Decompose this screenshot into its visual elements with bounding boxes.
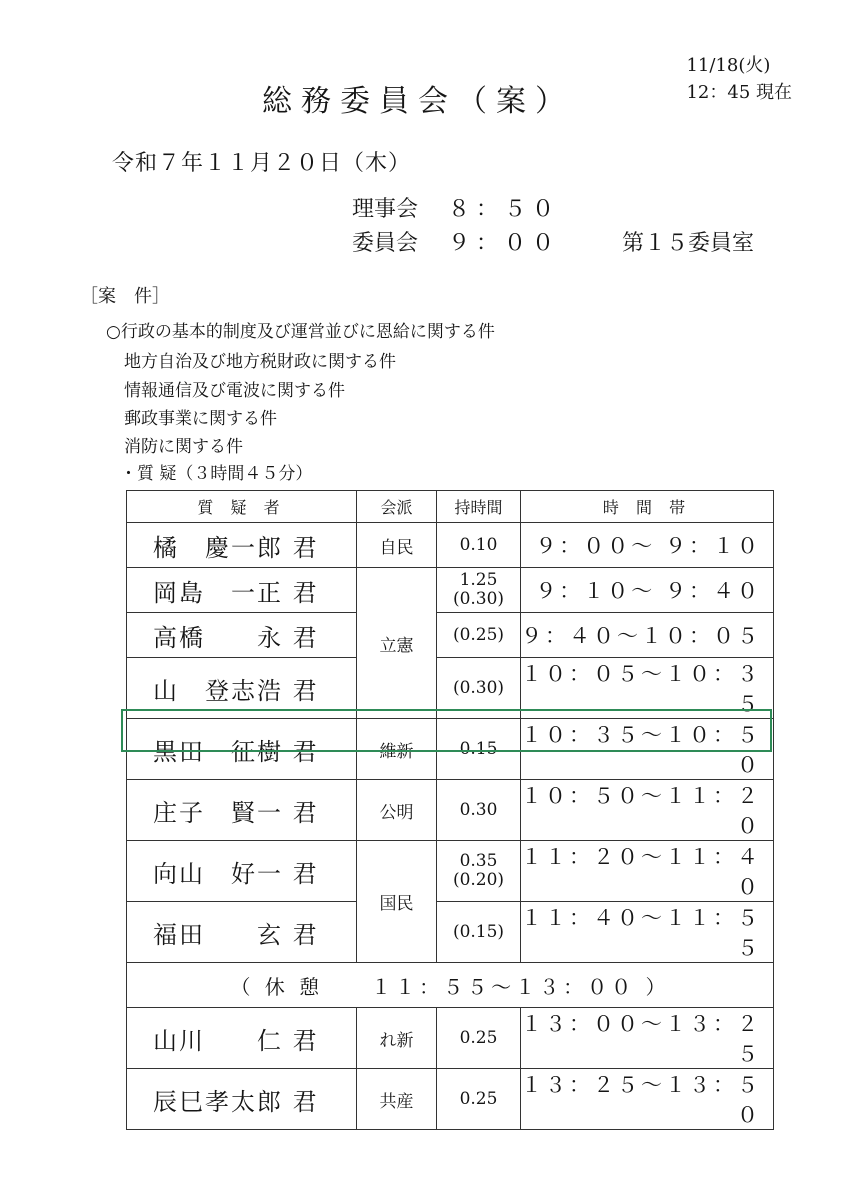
allotted-time: 0.35 (0.20) — [437, 841, 521, 902]
party: れ新 — [357, 1008, 437, 1069]
questioner-name: 橘 慶一郎 君 — [127, 523, 357, 568]
party: 立憲 — [357, 568, 437, 719]
table-row — [127, 1008, 774, 1069]
allotted-time: (0.25) — [437, 613, 521, 658]
questioner-name: 辰巳孝太郎 君 — [127, 1069, 357, 1130]
allotted-time: 0.15 — [437, 719, 521, 780]
schedule-committee-meeting — [352, 226, 560, 257]
party: 公明 — [357, 780, 437, 841]
table-row — [127, 1069, 774, 1130]
party: 共産 — [357, 1069, 437, 1130]
questioner-name: 向山 好一 君 — [127, 841, 357, 902]
questioner-name: 庄子 賢一 君 — [127, 780, 357, 841]
header-party: 会派 — [357, 491, 437, 523]
agenda-item: ○行政の基本的制度及び運営並びに恩給に関する件 — [106, 322, 495, 342]
break-row — [127, 963, 774, 1008]
date-stamp — [686, 52, 792, 106]
date-stamp-time: 12：45 現在 — [686, 82, 792, 103]
header-time-slot: 時 間 帯 — [521, 491, 774, 523]
break-period: （ 休 憩 １１：５５～１３：００ ） — [127, 963, 774, 1008]
table-row — [127, 658, 774, 719]
questioner-name: 福田 玄 君 — [127, 902, 357, 963]
time-slot: １０：３５～１０：５０ — [521, 719, 774, 780]
agenda-item: 郵政事業に関する件 — [124, 409, 277, 429]
schedule-time: ８：５０ — [448, 197, 561, 222]
header-questioner: 質 疑 者 — [127, 491, 357, 523]
time-slot: １１：４０～１１：５５ — [521, 902, 774, 963]
schedule-label: 理事会 — [352, 197, 419, 222]
header-allotted-time: 持時間 — [437, 491, 521, 523]
time-slot: １３：００～１３：２５ — [521, 1008, 774, 1069]
questioner-name: 岡島 一正 君 — [127, 568, 357, 613]
schedule-label: 委員会 — [352, 231, 419, 256]
time-slot: ９：００～ ９：１０ — [521, 523, 774, 568]
table-row — [127, 613, 774, 658]
questioner-name: 高橋 永 君 — [127, 613, 357, 658]
allotted-time: 1.25 (0.30) — [437, 568, 521, 613]
allotted-time: 0.25 — [437, 1008, 521, 1069]
allotted-time: 0.10 — [437, 523, 521, 568]
schedule-time: ９：００ — [448, 231, 561, 256]
allotted-time: 0.25 — [437, 1069, 521, 1130]
agenda-label: ［案 件］ — [80, 286, 170, 307]
table-row — [127, 780, 774, 841]
meeting-date: 令和７年１１月２０日（木） — [112, 151, 412, 176]
table-row — [127, 841, 774, 902]
qa-heading: ・質 疑（３時間４５分） — [120, 464, 313, 484]
questioner-name: 山 登志浩 君 — [127, 658, 357, 719]
allotted-time: (0.15) — [437, 902, 521, 963]
meeting-room: 第１５委員室 — [622, 231, 755, 256]
party: 国民 — [357, 841, 437, 963]
time-slot: １０：０５～１０：３５ — [521, 658, 774, 719]
party: 自民 — [357, 523, 437, 568]
schedule-board-meeting — [352, 192, 560, 223]
time-slot: ９：４０～１０：０５ — [521, 613, 774, 658]
qa-schedule-table — [126, 490, 774, 1130]
table-row-highlighted — [127, 719, 774, 780]
allotted-time: (0.30) — [437, 658, 521, 719]
table-row — [127, 902, 774, 963]
date-stamp-date: 11/18(火) — [686, 55, 771, 76]
table-header-row — [127, 491, 774, 523]
table-row — [127, 523, 774, 568]
agenda-item: 情報通信及び電波に関する件 — [124, 381, 345, 401]
time-slot: １３：２５～１３：５０ — [521, 1069, 774, 1130]
time-slot: ９：１０～ ９：４０ — [521, 568, 774, 613]
page-title: 総務委員会（案） — [262, 84, 574, 119]
time-slot: １１：２０～１１：４０ — [521, 841, 774, 902]
questioner-name: 山川 仁 君 — [127, 1008, 357, 1069]
agenda-item: 地方自治及び地方税財政に関する件 — [124, 352, 396, 372]
time-slot: １０：５０～１１：２０ — [521, 780, 774, 841]
allotted-time: 0.30 — [437, 780, 521, 841]
questioner-name: 黒田 征樹 君 — [127, 719, 357, 780]
table-row — [127, 568, 774, 613]
agenda-item: 消防に関する件 — [124, 437, 243, 457]
party: 維新 — [357, 719, 437, 780]
